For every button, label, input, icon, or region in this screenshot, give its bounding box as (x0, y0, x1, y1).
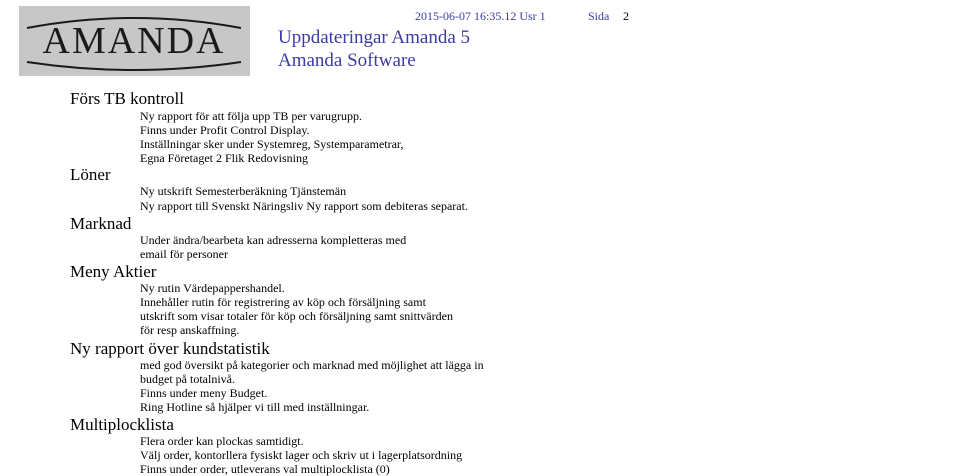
section-line: utskrift som visar totaler för köp och försäljning samt snittvärden (140, 309, 453, 323)
section-line: Innehåller rutin för registrering av köp och försäljning samt (140, 295, 426, 309)
section-line: Inställningar sker under Systemreg, Systemparametrar, (140, 137, 404, 151)
section-line: Under ändra/bearbeta kan adresserna kompletteras med (140, 233, 407, 247)
section-heading: Meny Aktier (70, 262, 157, 281)
page-number: 2 (623, 9, 629, 23)
section-line: Välj order, kontorllera fysiskt lager och skriv ut i lagerplatsordning (140, 448, 463, 462)
logo-wordmark: AMANDA (42, 20, 226, 62)
document-subtitle: Amanda Software (278, 50, 416, 71)
section-line: Finns under Profit Control Display. (140, 123, 310, 137)
section-line: med god översikt på kategorier och marknad med möjlighet att lägga in (140, 358, 484, 372)
print-timestamp: 2015-06-07 16:35.12 Usr 1 (415, 9, 546, 23)
section-line: Flera order kan plockas samtidigt. (140, 434, 304, 448)
document-title: Uppdateringar Amanda 5 (278, 27, 471, 48)
section-line: Ny rapport för att följa upp TB per varugrupp. (140, 109, 363, 123)
section-line: Ny utskrift Semesterberäkning Tjänstemän (140, 184, 347, 198)
section-line: Ring Hotline så hjälper vi till med inställningar. (140, 400, 370, 414)
section-line: för resp anskaffning. (140, 323, 240, 337)
section-heading: Förs TB kontroll (70, 89, 184, 108)
section-line: Ny rapport till Svenskt Näringsliv Ny rapport som debiteras separat. (140, 199, 468, 213)
section-heading: Ny rapport över kundstatistik (70, 339, 270, 358)
section-heading: Löner (70, 165, 111, 184)
section-heading: Marknad (70, 214, 132, 233)
section-heading: Multiplocklista (70, 415, 174, 434)
page-label: Sida (588, 9, 610, 23)
section-line: Finns under meny Budget. (140, 386, 268, 400)
section-line: Finns under order, utleverans val multiplocklista (0) (140, 462, 390, 476)
section-line: Ny rutin Värdepappershandel. (140, 281, 285, 295)
section-line: budget på totalnivå. (140, 372, 235, 386)
section-line: Egna Företaget 2 Flik Redovisning (140, 151, 308, 165)
section-line: email för personer (140, 247, 228, 261)
